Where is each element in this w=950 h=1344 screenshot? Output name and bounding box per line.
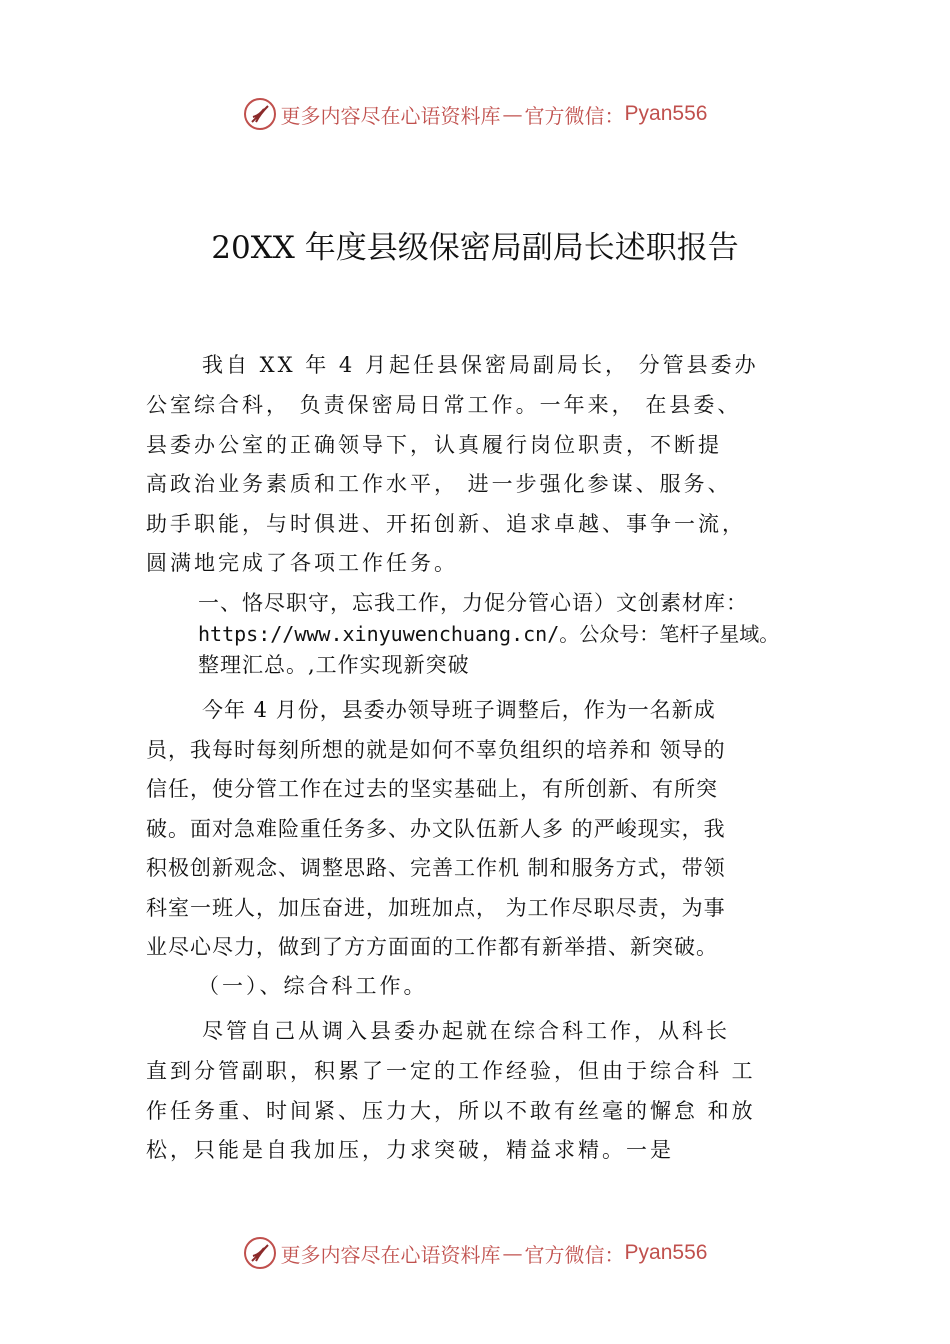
document-title: 20XX 年度县级保密局副局长述职报告 bbox=[211, 230, 739, 266]
body-line: 今年 4 月份，县委办领导班子调整后，作为一名新成 bbox=[202, 698, 716, 722]
section-heading-line: 一、恪尽职守，忘我工作，力促分管心语）文创素材库： bbox=[198, 591, 748, 615]
body-line: 积极创新观念、调整思路、完善工作机 制和服务方式，带领 bbox=[146, 856, 726, 880]
watermark-label: 官方微信： bbox=[524, 1242, 625, 1267]
body-line: 我自 XX 年 4 月起任县保密局副局长， 分管县委办 bbox=[202, 353, 759, 377]
body-line: 作任务重、时间紧、压力大，所以不敢有丝毫的懈怠 和放 bbox=[146, 1099, 756, 1123]
body-line: 助手职能，与时俱进、开拓创新、追求卓越、事争一流， bbox=[146, 512, 746, 536]
watermark-separator: — bbox=[502, 1241, 523, 1265]
body-line: 松，只能是自我加压，力求突破，精益求精。一是 bbox=[146, 1138, 674, 1162]
watermark-label: 官方微信： bbox=[524, 103, 625, 128]
watermark-wechat-id: Pyan556 bbox=[624, 1241, 708, 1264]
body-line: 县委办公室的正确领导下，认真履行岗位职责，不断提 bbox=[146, 433, 722, 457]
watermark-wechat-id: Pyan556 bbox=[624, 102, 708, 125]
body-line: 业尽心尽力，做到了方方面面的工作都有新举措、新突破。 bbox=[146, 935, 718, 959]
body-line-url: https://www.xinyuwenchuang.cn/。公众号：笔杆子星域。 bbox=[198, 622, 780, 646]
watermark-prefix: 更多内容尽在心语资料库 bbox=[280, 103, 501, 128]
body-line: 圆满地完成了各项工作任务。 bbox=[146, 551, 458, 575]
body-line: 科室一班人，加压奋进，加班加点， 为工作尽职尽责，为事 bbox=[146, 896, 726, 920]
watermark-banner-top bbox=[0, 94, 950, 134]
body-line: 高政治业务素质和工作水平， 进一步强化参谋、服务、 bbox=[146, 472, 732, 496]
body-line: 破。面对急难险重任务多、办文队伍新人多 的严峻现实，我 bbox=[146, 817, 726, 841]
quill-logo-icon bbox=[243, 97, 277, 131]
watermark-separator: — bbox=[502, 102, 523, 126]
watermark-prefix: 更多内容尽在心语资料库 bbox=[280, 1242, 501, 1267]
body-line: 信任，使分管工作在过去的坚实基础上，有所创新、有所突 bbox=[146, 777, 718, 801]
body-line: 直到分管副职，积累了一定的工作经验，但由于综合科 工 bbox=[146, 1059, 756, 1083]
body-line: 公室综合科， 负责保密局日常工作。一年来， 在县委、 bbox=[146, 393, 742, 417]
subsection-heading: （一）、综合科工作。 bbox=[198, 974, 428, 998]
watermark-banner-bottom bbox=[0, 1233, 950, 1273]
quill-logo-icon bbox=[243, 1236, 277, 1270]
section-heading-line: 整理汇总。,工作实现新突破 bbox=[198, 653, 470, 677]
body-line: 员，我每时每刻所想的就是如何不辜负组织的培养和 领导的 bbox=[146, 738, 726, 762]
body-line: 尽管自己从调入县委办起就在综合科工作，从科长 bbox=[202, 1019, 730, 1043]
